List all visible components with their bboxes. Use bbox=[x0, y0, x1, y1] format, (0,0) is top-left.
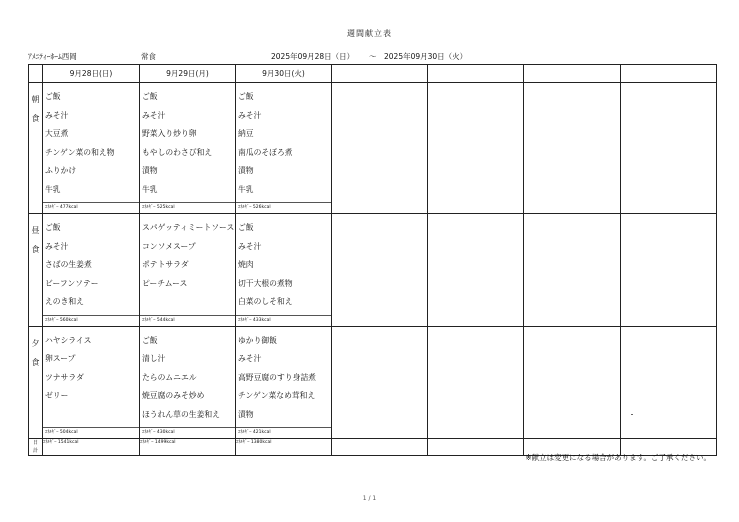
meal-row-dinner bbox=[29, 326, 717, 439]
page-title: 週間献立表 bbox=[347, 29, 392, 38]
empty-cell bbox=[332, 326, 428, 439]
meal-label: 夕 食 bbox=[29, 326, 43, 439]
date-to: 2025年09月30日（火） bbox=[384, 52, 468, 61]
empty-cell bbox=[428, 326, 524, 439]
dish: ほうれん草の生姜和え bbox=[142, 409, 220, 419]
day-cell bbox=[236, 326, 332, 439]
dish: ツナサラダ bbox=[45, 372, 84, 382]
dish: 大豆煮 bbox=[45, 129, 69, 138]
dish: 牛乳 bbox=[142, 184, 158, 194]
dish: チンゲン菜の和え物 bbox=[45, 147, 115, 157]
energy-value: ｴﾈﾙｷﾞｰ 544kcal bbox=[140, 315, 235, 326]
daily-total-value: ｴﾈﾙｷﾞｰ 1380kcal bbox=[236, 439, 332, 456]
corner-cell bbox=[29, 65, 43, 83]
dish: みそ汁 bbox=[45, 241, 69, 251]
dish: ご飯 bbox=[45, 92, 61, 101]
dish: 漬物 bbox=[142, 166, 158, 175]
energy-value: ｴﾈﾙｷﾞｰ 525kcal bbox=[140, 202, 235, 213]
daily-total-value: ｴﾈﾙｷﾞｰ 1499kcal bbox=[140, 439, 236, 456]
column-header: 9月30日(火) bbox=[236, 65, 332, 83]
dish: チンゲン菜なめ茸和え bbox=[238, 391, 316, 400]
meal-type: 常食 bbox=[141, 52, 156, 61]
dish: 焼肉 bbox=[238, 260, 254, 269]
energy-value: ｴﾈﾙｷﾞｰ 421kcal bbox=[236, 427, 331, 438]
dish: 南瓜のそぼろ煮 bbox=[238, 147, 293, 157]
energy-value: ｴﾈﾙｷﾞｰ 560kcal bbox=[43, 315, 139, 326]
day-cell bbox=[140, 214, 236, 327]
column-header bbox=[332, 65, 428, 83]
date-tilde: ～ bbox=[369, 52, 377, 61]
dish: ご飯 bbox=[238, 223, 254, 232]
dish: たらのムニエル bbox=[142, 372, 197, 382]
dish: ご飯 bbox=[238, 92, 254, 101]
dish: 牛乳 bbox=[45, 184, 61, 194]
empty-cell bbox=[428, 214, 524, 327]
dish: みそ汁 bbox=[238, 354, 262, 363]
dish: みそ汁 bbox=[45, 110, 69, 120]
dish: ゆかり御飯 bbox=[238, 335, 277, 345]
dish: みそ汁 bbox=[142, 110, 166, 120]
energy-value: ｴﾈﾙｷﾞｰ 504kcal bbox=[43, 427, 139, 438]
empty-cell bbox=[524, 326, 621, 439]
dish: ハヤシライス bbox=[45, 335, 92, 345]
empty-cell bbox=[332, 83, 428, 214]
dish: ゼリー bbox=[45, 391, 69, 400]
menu-table bbox=[28, 64, 717, 456]
daily-total-label: 日 計 bbox=[29, 439, 43, 456]
daily-total-value: ｴﾈﾙｷﾞｰ 1541kcal bbox=[43, 439, 140, 456]
dish: ご飯 bbox=[45, 223, 61, 232]
dish: ピーチムース bbox=[142, 278, 188, 288]
energy-value: ｴﾈﾙｷﾞｰ 526kcal bbox=[236, 202, 331, 213]
empty-cell bbox=[621, 214, 717, 327]
meal-label: 昼 食 bbox=[29, 214, 43, 327]
dish: 野菜入り炒り卵 bbox=[142, 129, 197, 138]
dish: みそ汁 bbox=[238, 241, 262, 251]
dish: 卵スープ bbox=[45, 354, 76, 363]
dish: 高野豆腐のすり身詰煮 bbox=[238, 372, 316, 382]
dish: コンソメスープ bbox=[142, 241, 196, 251]
dish: 牛乳 bbox=[238, 184, 254, 194]
dish: 清し汁 bbox=[142, 354, 166, 363]
day-cell bbox=[43, 83, 140, 214]
dish bbox=[140, 293, 235, 312]
change-notice: ※献立は変更になる場合があります。ご了承ください。 bbox=[525, 453, 711, 462]
column-header bbox=[621, 65, 717, 83]
day-cell bbox=[236, 83, 332, 214]
empty-cell bbox=[332, 214, 428, 327]
empty-cell bbox=[524, 83, 621, 214]
dish: 漬物 bbox=[238, 409, 254, 419]
column-header bbox=[524, 65, 621, 83]
dish bbox=[43, 406, 139, 425]
day-cell bbox=[140, 326, 236, 439]
energy-value: ｴﾈﾙｷﾞｰ 433kcal bbox=[236, 315, 331, 326]
date-from: 2025年09月28日（日） bbox=[271, 52, 355, 61]
dish: 納豆 bbox=[238, 129, 254, 138]
dish: スパゲッティミートソース bbox=[142, 223, 235, 232]
meal-label: 朝 食 bbox=[29, 83, 43, 214]
meal-row-lunch bbox=[29, 214, 717, 327]
page-number: 1 / 1 bbox=[362, 495, 377, 502]
facility-name: ｱﾒﾆﾃｨｰﾎｰﾑ西岡 bbox=[28, 52, 77, 61]
day-cell bbox=[236, 214, 332, 327]
dish: ご飯 bbox=[142, 335, 158, 345]
day-cell bbox=[43, 214, 140, 327]
dish: えのき和え bbox=[45, 297, 84, 306]
meal-row-breakfast bbox=[29, 83, 717, 214]
dish: もやしのわさび和え bbox=[142, 147, 213, 157]
dish: 白菜のしそ和え bbox=[238, 297, 293, 306]
dish: みそ汁 bbox=[238, 110, 262, 120]
day-cell bbox=[43, 326, 140, 439]
column-header bbox=[428, 65, 524, 83]
empty-cell bbox=[524, 214, 621, 327]
dish: 焼豆腐のみそ炒め bbox=[142, 391, 205, 400]
empty-cell bbox=[621, 83, 717, 214]
dish: 漬物 bbox=[238, 166, 254, 175]
dish: ポテトサラダ bbox=[142, 260, 189, 269]
dish: ふりかけ bbox=[45, 166, 77, 175]
scan-speck bbox=[631, 414, 633, 415]
energy-value: ｴﾈﾙｷﾞｰ 430kcal bbox=[140, 427, 235, 438]
empty-cell bbox=[332, 439, 428, 456]
energy-value: ｴﾈﾙｷﾞｰ 477kcal bbox=[43, 202, 139, 213]
column-header: 9月28日(日) bbox=[43, 65, 140, 83]
empty-cell bbox=[621, 326, 717, 439]
dish: 切干大根の煮物 bbox=[238, 278, 293, 288]
dish: ご飯 bbox=[142, 92, 158, 101]
column-header: 9月29日(月) bbox=[140, 65, 236, 83]
empty-cell bbox=[428, 439, 524, 456]
empty-cell bbox=[428, 83, 524, 214]
header-row bbox=[29, 65, 717, 83]
dish: さばの生姜煮 bbox=[45, 260, 92, 269]
day-cell bbox=[140, 83, 236, 214]
dish: ビーフンソテー bbox=[45, 278, 99, 288]
